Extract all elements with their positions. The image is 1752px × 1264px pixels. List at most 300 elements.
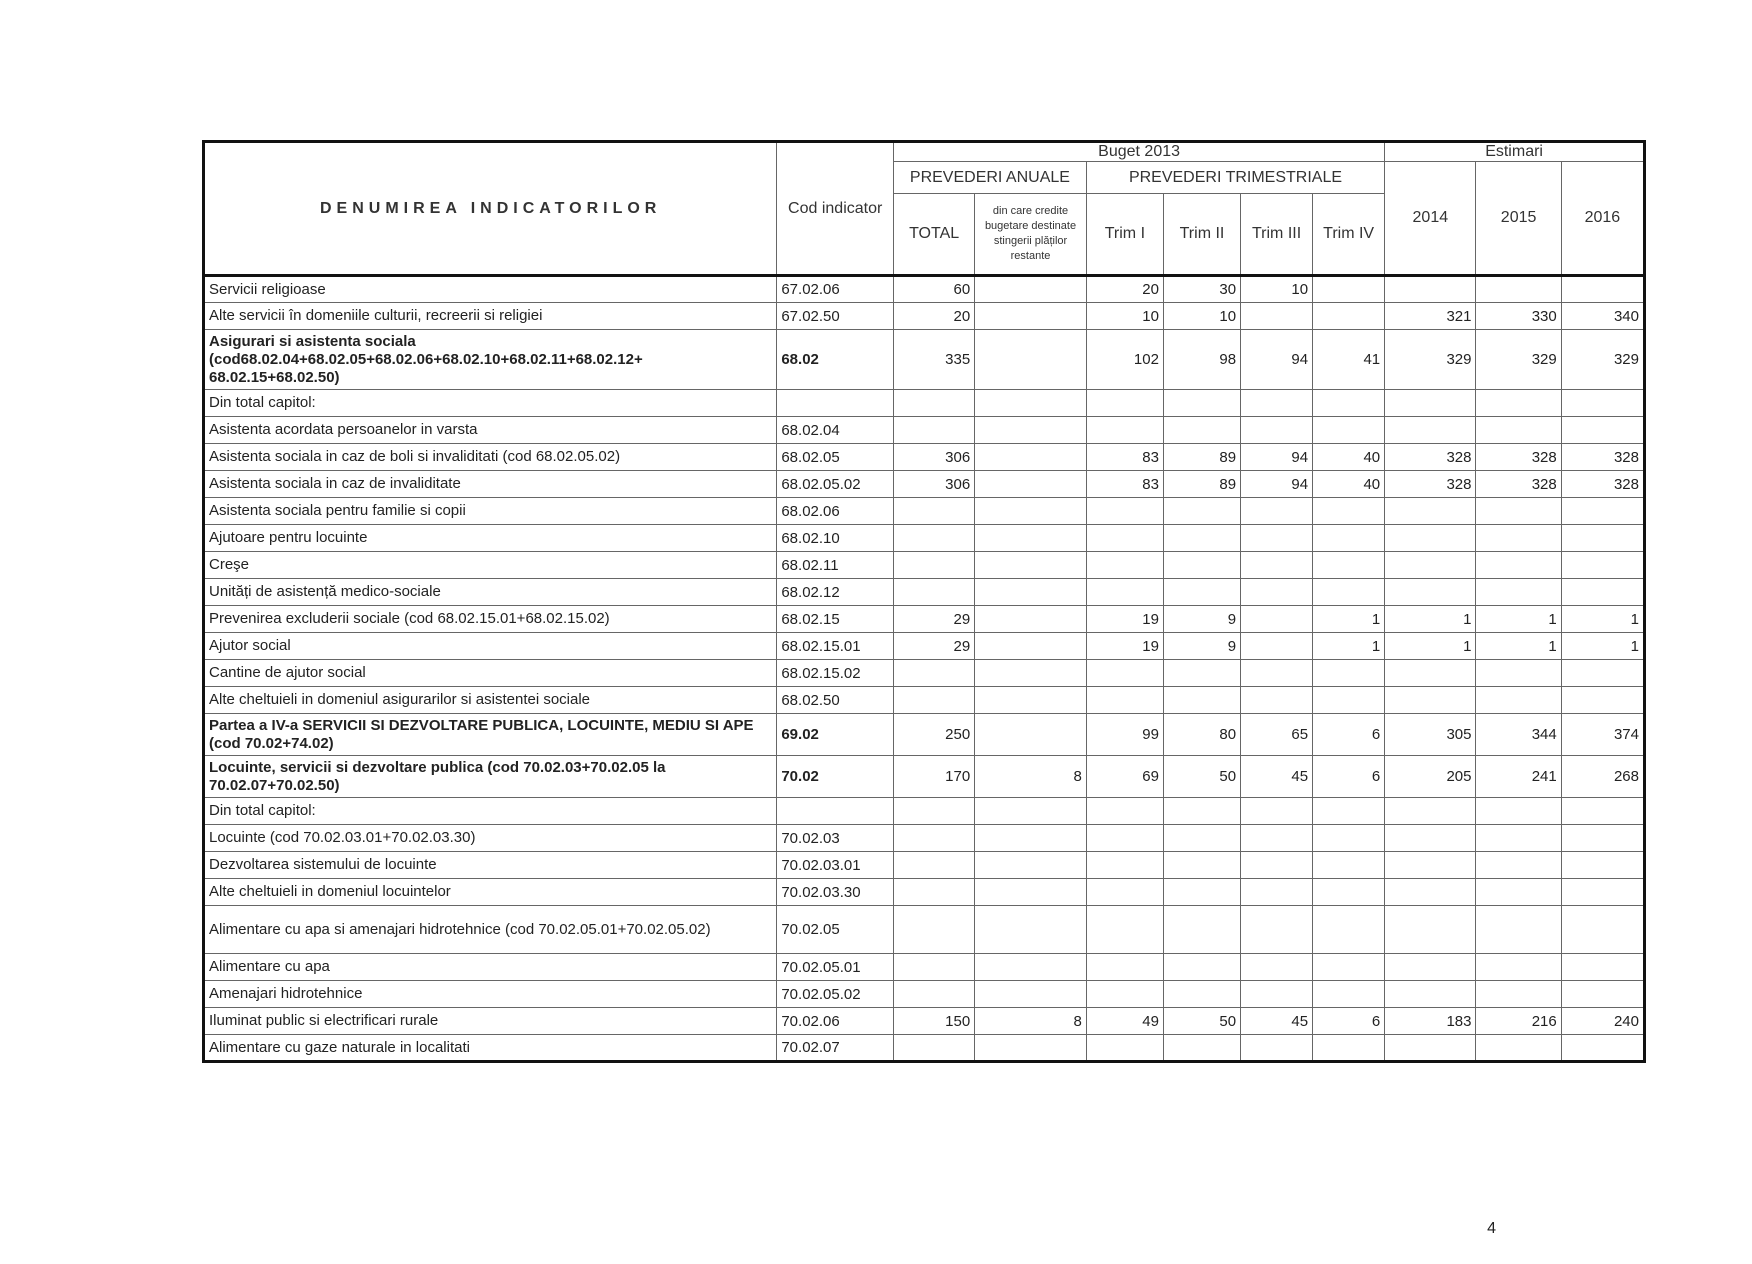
header-title: DENUMIREA INDICATORILOR: [204, 142, 777, 276]
value-t3: 65: [1241, 714, 1313, 756]
indicator-code: 68.02.05: [777, 444, 894, 471]
indicator-code: 70.02.03.01: [777, 852, 894, 879]
value-din: [975, 417, 1087, 444]
value-e16: [1561, 852, 1644, 879]
header-trim1: Trim I: [1086, 194, 1163, 276]
value-e15: [1476, 276, 1561, 303]
value-e14: [1385, 798, 1476, 825]
value-total: [894, 852, 975, 879]
value-t2: 10: [1163, 303, 1240, 330]
value-t4: [1313, 798, 1385, 825]
indicator-code: 68.02.11: [777, 552, 894, 579]
value-din: [975, 906, 1087, 954]
value-e15: 1: [1476, 606, 1561, 633]
table-row: [204, 687, 1645, 714]
value-din: [975, 498, 1087, 525]
table-row: [204, 390, 1645, 417]
indicator-code: 68.02.50: [777, 687, 894, 714]
indicator-code: 68.02.04: [777, 417, 894, 444]
value-e15: [1476, 798, 1561, 825]
value-t3: 45: [1241, 1008, 1313, 1035]
value-e16: [1561, 906, 1644, 954]
header-trim3: Trim III: [1241, 194, 1313, 276]
value-e14: [1385, 390, 1476, 417]
value-e14: [1385, 906, 1476, 954]
value-t4: 6: [1313, 714, 1385, 756]
table-row: [204, 330, 1645, 390]
value-t4: [1313, 954, 1385, 981]
value-t4: [1313, 852, 1385, 879]
indicator-name: Servicii religioase: [204, 276, 777, 303]
indicator-name: Ajutor social: [204, 633, 777, 660]
value-e16: 1: [1561, 633, 1644, 660]
value-din: [975, 981, 1087, 1008]
value-din: [975, 552, 1087, 579]
value-t3: [1241, 954, 1313, 981]
page-number: 4: [1487, 1220, 1496, 1237]
value-t4: 1: [1313, 606, 1385, 633]
value-e15: [1476, 660, 1561, 687]
value-din: [975, 660, 1087, 687]
value-din: [975, 471, 1087, 498]
value-t3: [1241, 633, 1313, 660]
value-e14: [1385, 498, 1476, 525]
indicator-code: [777, 390, 894, 417]
value-e16: [1561, 687, 1644, 714]
value-total: [894, 417, 975, 444]
value-total: 306: [894, 444, 975, 471]
value-total: 150: [894, 1008, 975, 1035]
value-din: 8: [975, 756, 1087, 798]
value-t3: [1241, 303, 1313, 330]
value-t1: [1086, 390, 1163, 417]
value-t2: [1163, 687, 1240, 714]
indicator-code: 70.02.05.01: [777, 954, 894, 981]
indicator-name: Locuinte (cod 70.02.03.01+70.02.03.30): [204, 825, 777, 852]
indicator-name: Alte cheltuieli in domeniul locuintelor: [204, 879, 777, 906]
header-buget: Buget 2013: [894, 142, 1385, 162]
value-e15: 241: [1476, 756, 1561, 798]
value-e14: [1385, 525, 1476, 552]
value-total: 60: [894, 276, 975, 303]
table-row: [204, 303, 1645, 330]
value-e16: [1561, 954, 1644, 981]
indicator-code: 70.02.05.02: [777, 981, 894, 1008]
value-e14: [1385, 1035, 1476, 1062]
value-e14: 328: [1385, 444, 1476, 471]
value-t2: 89: [1163, 471, 1240, 498]
value-t3: [1241, 981, 1313, 1008]
indicator-code: 68.02.10: [777, 525, 894, 552]
value-total: 20: [894, 303, 975, 330]
value-total: [894, 906, 975, 954]
value-total: [894, 660, 975, 687]
value-e15: [1476, 687, 1561, 714]
indicator-code: 68.02.12: [777, 579, 894, 606]
value-din: 8: [975, 1008, 1087, 1035]
value-e15: 344: [1476, 714, 1561, 756]
value-total: [894, 825, 975, 852]
value-din: [975, 303, 1087, 330]
value-t3: [1241, 1035, 1313, 1062]
value-e14: 205: [1385, 756, 1476, 798]
value-e14: [1385, 852, 1476, 879]
value-t3: [1241, 606, 1313, 633]
table-row: [204, 471, 1645, 498]
table-row: [204, 1035, 1645, 1062]
value-t2: [1163, 954, 1240, 981]
value-t4: [1313, 417, 1385, 444]
value-e15: 328: [1476, 471, 1561, 498]
value-t1: [1086, 525, 1163, 552]
header-trim4: Trim IV: [1313, 194, 1385, 276]
value-e16: [1561, 552, 1644, 579]
value-e14: 305: [1385, 714, 1476, 756]
value-e14: [1385, 825, 1476, 852]
value-t3: [1241, 906, 1313, 954]
value-din: [975, 687, 1087, 714]
table-row: [204, 579, 1645, 606]
table-row: [204, 660, 1645, 687]
value-t2: [1163, 417, 1240, 444]
value-din: [975, 633, 1087, 660]
value-t3: [1241, 390, 1313, 417]
value-t1: [1086, 798, 1163, 825]
value-din: [975, 852, 1087, 879]
value-t3: [1241, 525, 1313, 552]
indicator-name: Din total capitol:: [204, 798, 777, 825]
table-body: [204, 276, 1645, 1062]
value-t1: [1086, 954, 1163, 981]
value-t2: [1163, 981, 1240, 1008]
value-t3: [1241, 879, 1313, 906]
value-t2: [1163, 879, 1240, 906]
indicator-code: [777, 798, 894, 825]
value-e14: 321: [1385, 303, 1476, 330]
value-e15: [1476, 954, 1561, 981]
value-din: [975, 525, 1087, 552]
value-e14: [1385, 687, 1476, 714]
value-t4: [1313, 552, 1385, 579]
value-din: [975, 390, 1087, 417]
value-total: [894, 552, 975, 579]
value-din: [975, 714, 1087, 756]
indicator-code: 70.02: [777, 756, 894, 798]
value-total: [894, 1035, 975, 1062]
value-din: [975, 444, 1087, 471]
value-t3: 94: [1241, 444, 1313, 471]
value-t3: [1241, 660, 1313, 687]
value-t4: [1313, 1035, 1385, 1062]
indicator-name: Locuinte, servicii si dezvoltare publica (cod 70.02.03+70.02.05 la 70.02.07+70.02.50): [204, 756, 777, 798]
value-total: [894, 798, 975, 825]
value-total: [894, 390, 975, 417]
value-e15: [1476, 1035, 1561, 1062]
table-row: [204, 417, 1645, 444]
header-code: Cod indicator: [777, 142, 894, 276]
value-din: [975, 825, 1087, 852]
value-t1: [1086, 1035, 1163, 1062]
value-e14: 1: [1385, 633, 1476, 660]
value-t2: 9: [1163, 606, 1240, 633]
value-e16: [1561, 417, 1644, 444]
indicator-name: Prevenirea excluderii sociale (cod 68.02.15.01+68.02.15.02): [204, 606, 777, 633]
value-total: 29: [894, 606, 975, 633]
value-din: [975, 954, 1087, 981]
value-t1: [1086, 417, 1163, 444]
value-total: [894, 879, 975, 906]
value-total: [894, 525, 975, 552]
value-e16: 329: [1561, 330, 1644, 390]
value-e16: 1: [1561, 606, 1644, 633]
value-t2: 9: [1163, 633, 1240, 660]
value-t1: 19: [1086, 606, 1163, 633]
value-t1: 99: [1086, 714, 1163, 756]
value-t3: 94: [1241, 330, 1313, 390]
value-t1: 69: [1086, 756, 1163, 798]
indicator-code: 68.02.15.01: [777, 633, 894, 660]
value-t4: 40: [1313, 471, 1385, 498]
value-total: [894, 687, 975, 714]
value-t2: [1163, 525, 1240, 552]
table-row: [204, 525, 1645, 552]
table-row: [204, 633, 1645, 660]
value-e16: 328: [1561, 444, 1644, 471]
value-t4: [1313, 981, 1385, 1008]
value-t2: 98: [1163, 330, 1240, 390]
value-t4: [1313, 687, 1385, 714]
table-row: [204, 552, 1645, 579]
value-t2: 80: [1163, 714, 1240, 756]
indicator-name: Asistenta sociala in caz de boli si invaliditati (cod 68.02.05.02): [204, 444, 777, 471]
header-total: TOTAL: [894, 194, 975, 276]
value-t1: [1086, 906, 1163, 954]
value-e14: 328: [1385, 471, 1476, 498]
header-2016: 2016: [1561, 162, 1644, 276]
header-trim2: Trim II: [1163, 194, 1240, 276]
value-t4: [1313, 525, 1385, 552]
indicator-code: 70.02.05: [777, 906, 894, 954]
indicator-code: 68.02.05.02: [777, 471, 894, 498]
table-row: [204, 498, 1645, 525]
value-e16: [1561, 798, 1644, 825]
value-t4: [1313, 276, 1385, 303]
table-row: [204, 798, 1645, 825]
indicator-code: 68.02.06: [777, 498, 894, 525]
indicator-code: 68.02: [777, 330, 894, 390]
value-e16: [1561, 276, 1644, 303]
value-din: [975, 276, 1087, 303]
value-t3: 94: [1241, 471, 1313, 498]
value-e14: 329: [1385, 330, 1476, 390]
value-t2: [1163, 579, 1240, 606]
value-t1: 19: [1086, 633, 1163, 660]
indicator-name: Iluminat public si electrificari rurale: [204, 1008, 777, 1035]
value-e16: 374: [1561, 714, 1644, 756]
value-t1: 102: [1086, 330, 1163, 390]
indicator-code: 70.02.06: [777, 1008, 894, 1035]
value-din: [975, 798, 1087, 825]
value-e15: [1476, 906, 1561, 954]
indicator-name: Asistenta acordata persoanelor in varsta: [204, 417, 777, 444]
indicator-name: Asistenta sociala pentru familie si copii: [204, 498, 777, 525]
indicator-code: 67.02.50: [777, 303, 894, 330]
value-e14: [1385, 552, 1476, 579]
value-e15: 330: [1476, 303, 1561, 330]
value-t4: [1313, 303, 1385, 330]
value-total: 170: [894, 756, 975, 798]
table-row: [204, 825, 1645, 852]
indicator-name: Unități de asistență medico-sociale: [204, 579, 777, 606]
indicator-name: Alte servicii în domeniile culturii, recreerii si religiei: [204, 303, 777, 330]
indicator-name: Ajutoare pentru locuinte: [204, 525, 777, 552]
value-e16: 340: [1561, 303, 1644, 330]
value-din: [975, 579, 1087, 606]
value-t2: [1163, 825, 1240, 852]
indicator-code: 68.02.15: [777, 606, 894, 633]
value-e15: 1: [1476, 633, 1561, 660]
value-e16: [1561, 825, 1644, 852]
value-t3: [1241, 852, 1313, 879]
value-e15: 216: [1476, 1008, 1561, 1035]
indicator-name: Din total capitol:: [204, 390, 777, 417]
value-e16: [1561, 390, 1644, 417]
value-t2: [1163, 390, 1240, 417]
value-din: [975, 330, 1087, 390]
table-row: [204, 444, 1645, 471]
value-total: [894, 579, 975, 606]
value-total: 306: [894, 471, 975, 498]
indicator-name: Partea a IV-a SERVICII SI DEZVOLTARE PUBLICA, LOCUINTE, MEDIU SI APE (cod 70.02+74.02): [204, 714, 777, 756]
indicator-code: 67.02.06: [777, 276, 894, 303]
value-e16: [1561, 525, 1644, 552]
value-t1: 10: [1086, 303, 1163, 330]
value-total: 29: [894, 633, 975, 660]
value-e15: [1476, 552, 1561, 579]
indicator-name: Alimentare cu apa si amenajari hidrotehnice (cod 70.02.05.01+70.02.05.02): [204, 906, 777, 954]
value-e15: [1476, 579, 1561, 606]
value-t2: [1163, 798, 1240, 825]
value-e16: 328: [1561, 471, 1644, 498]
value-t1: [1086, 552, 1163, 579]
value-e16: [1561, 498, 1644, 525]
value-t4: 6: [1313, 756, 1385, 798]
value-t1: [1086, 852, 1163, 879]
value-t3: [1241, 417, 1313, 444]
value-t4: 40: [1313, 444, 1385, 471]
budget-table: [202, 140, 1646, 1063]
table-row: [204, 714, 1645, 756]
value-t4: [1313, 498, 1385, 525]
indicator-name: Creşe: [204, 552, 777, 579]
table-row: [204, 1008, 1645, 1035]
value-e16: [1561, 579, 1644, 606]
value-t2: [1163, 852, 1240, 879]
indicator-name: Cantine de ajutor social: [204, 660, 777, 687]
value-e14: [1385, 579, 1476, 606]
value-e15: [1476, 390, 1561, 417]
value-t2: 50: [1163, 756, 1240, 798]
value-t1: [1086, 660, 1163, 687]
value-t2: [1163, 498, 1240, 525]
value-t1: [1086, 687, 1163, 714]
table-header: [204, 142, 1645, 276]
value-t1: [1086, 879, 1163, 906]
value-e16: 240: [1561, 1008, 1644, 1035]
value-t4: [1313, 390, 1385, 417]
value-t3: [1241, 498, 1313, 525]
value-t4: [1313, 906, 1385, 954]
value-e15: [1476, 498, 1561, 525]
value-total: 335: [894, 330, 975, 390]
value-din: [975, 1035, 1087, 1062]
indicator-code: 70.02.07: [777, 1035, 894, 1062]
value-e15: 328: [1476, 444, 1561, 471]
value-t1: 20: [1086, 276, 1163, 303]
table-row: [204, 981, 1645, 1008]
value-t4: 6: [1313, 1008, 1385, 1035]
indicator-code: 68.02.15.02: [777, 660, 894, 687]
value-t2: 89: [1163, 444, 1240, 471]
value-din: [975, 879, 1087, 906]
value-t1: [1086, 981, 1163, 1008]
value-t2: [1163, 552, 1240, 579]
value-t3: [1241, 825, 1313, 852]
value-total: [894, 498, 975, 525]
value-t3: [1241, 579, 1313, 606]
header-prev-anuale: PREVEDERI ANUALE: [894, 162, 1087, 194]
table-row: [204, 606, 1645, 633]
indicator-name: Alimentare cu apa: [204, 954, 777, 981]
value-t4: [1313, 579, 1385, 606]
value-e15: [1476, 525, 1561, 552]
value-e14: [1385, 660, 1476, 687]
value-t3: [1241, 798, 1313, 825]
table-row: [204, 276, 1645, 303]
value-t1: 83: [1086, 471, 1163, 498]
indicator-name: Asigurari si asistenta sociala (cod68.02.04+68.02.05+68.02.06+68.02.10+68.02.11+68.02.12+ 68.02.15+68.02.50): [204, 330, 777, 390]
value-e16: [1561, 981, 1644, 1008]
value-t3: [1241, 552, 1313, 579]
value-t1: 49: [1086, 1008, 1163, 1035]
value-total: 250: [894, 714, 975, 756]
value-t4: [1313, 660, 1385, 687]
value-t1: [1086, 498, 1163, 525]
value-e15: [1476, 417, 1561, 444]
header-estimari: Estimari: [1385, 142, 1645, 162]
indicator-code: 70.02.03.30: [777, 879, 894, 906]
value-total: [894, 981, 975, 1008]
value-e15: [1476, 852, 1561, 879]
value-e15: [1476, 879, 1561, 906]
indicator-name: Dezvoltarea sistemului de locuinte: [204, 852, 777, 879]
indicator-name: Amenajari hidrotehnice: [204, 981, 777, 1008]
value-t2: 30: [1163, 276, 1240, 303]
value-t4: 41: [1313, 330, 1385, 390]
value-t4: [1313, 825, 1385, 852]
value-t2: 50: [1163, 1008, 1240, 1035]
indicator-code: 69.02: [777, 714, 894, 756]
indicator-name: Asistenta sociala in caz de invaliditate: [204, 471, 777, 498]
value-e14: [1385, 879, 1476, 906]
value-e14: [1385, 276, 1476, 303]
value-e14: 183: [1385, 1008, 1476, 1035]
value-e16: [1561, 879, 1644, 906]
value-t4: 1: [1313, 633, 1385, 660]
header-prev-trim: PREVEDERI TRIMESTRIALE: [1086, 162, 1384, 194]
value-t2: [1163, 660, 1240, 687]
header-din-care: din care credite bugetare destinate stingerii plăților restante: [975, 194, 1087, 276]
